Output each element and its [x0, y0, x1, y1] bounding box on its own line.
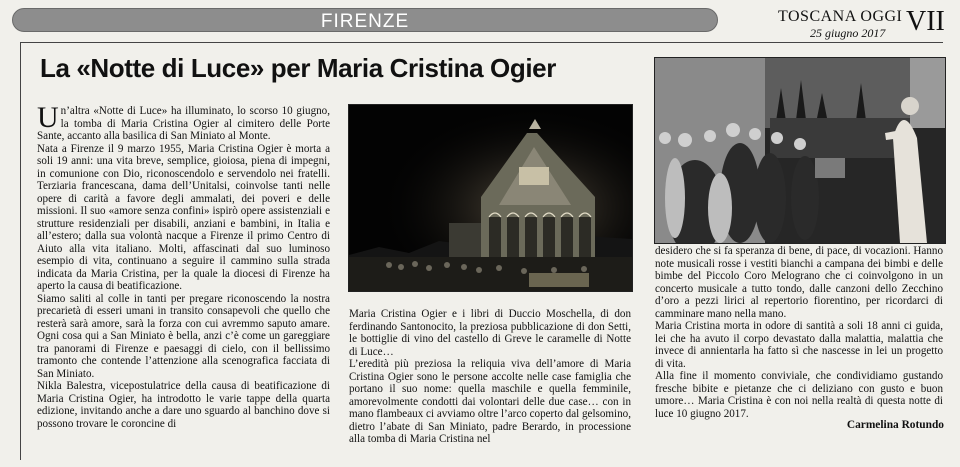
left-border-rule [20, 42, 21, 460]
page-number: VII [906, 6, 945, 37]
article-title: La «Notte di Luce» per Maria Cristina Ogier [40, 53, 556, 83]
issue-date: 25 giugno 2017 [810, 26, 886, 40]
article-column-3: desidero che si fa speranza di bene, di pace, di vocazioni. Hanno note musicali rosse i vestiti bianchi a campana dei bimbi e delle bimbe del Piccolo Coro Melograno che ci coinvolgono in un concerto musicale a tutto tondo, dalle canzoni dello Zecchino d’oro a pezzi lirici al repertorio fiorentino, per ricordarci di camminare mano nella mano. Maria Cristina morta in odore di santità a soli 18 anni ci guida, lei che ha avuto il corpo devastato dalla malattia, malattia che invece di annientarla ha fatto sì che nascesse in lei un progetto di vita. Alla fine il momento conviviale, che condividiamo gustando fresche bibite e pietanze che ci deliziano con gusto e buon umore… Maria Cristina è con noi nella realtà di questa notte di luce 10 giugno 2017. [655, 245, 943, 420]
author-signature: Carmelina Rotundo [846, 419, 944, 431]
article-column-1 [37, 101, 330, 430]
publication-name: TOSCANA OGGI [778, 8, 903, 25]
basilica-illustration [349, 105, 632, 291]
photo-basilica-night [348, 104, 633, 292]
photo-ceremony-crowd [654, 57, 946, 244]
article-column-2: Maria Cristina Ogier e i libri di Duccio Moschella, di don ferdinando Santonocito, la preziosa pubblicazione di don Setti, le bottiglie di vino del castello di Greve le caramelle di Notte di Luce… L’eredità più preziosa la reliquia viva dell’amore di Maria Cristina Ogier sono le persone accolte nelle case famiglia che portano il suo nome: quella maschile e quella femminile, amorevolmente condotti dai volontari delle due case… con in mano flambeaux ci avviamo oltre l’arco coperto dal gelsomino, dietro l’abate di San Miniato, padre Berardo, in processione alla tomba di Maria Cristina nel [349, 308, 631, 445]
drop-cap: U [37, 101, 59, 134]
column-1-text: n’altra «Notte di Luce» ha illuminato, lo scorso 10 giugno, la tomba di Maria Cristina Ogier al cimitero delle Porte Sante, accanto alla basilica di San Miniato al Monte. Nata a Firenze il 9 marzo 1955, Maria Cristina Ogier è morta a soli 19 anni: una vita breve, semplice, gioiosa, piena di impegni, in comunione con Dio, riconoscendolo e servendolo nei fratelli. Terziaria francescana, dama dell’Unitalsi, coinvolse tanti nelle opere di carità a favore degli ammalati, dei poveri e delle missioni. Il suo «amore senza confini» ispirò opere assistenziali e strutture residenziali per disabili, anziani e bambini, in Italia e all’estero; dalla sua volontà nacque a Firenze il primo Centro di Aiuto alla vita italiano. Molti, affascinati dal suo luminoso esempio di vita, continuano a seguire il cammino sulla strada indicata da Maria Cristina, per la quale la diocesi di Firenze ha aperto la causa di beatificazione. Siamo saliti al colle in tanti per pregare riconoscendo la nostra precarietà di esseri umani in transito consapevoli che quello che resterà sarà amore, sarà la forza con cui avremmo saputo amare. Ogni cosa qui a San Miniato è bella, anzi c’è come un gareggiare tra panorami di Firenze e paesaggi di cielo, con il bellissimo tramonto che contende l’attenzione alla scenografica facciata di San Miniato. Nikla Balestra, vicepostulatrice della causa di beatificazione di Maria Cristina Ogier, ha introdotto le varie tappe della quarta edizione, invitando anche a dare uno sguardo al banchino dove si possono trovare le coroncine di [37, 105, 330, 430]
section-banner [12, 8, 718, 32]
crowd-illustration [655, 58, 945, 243]
section-label: FIRENZE [320, 11, 410, 32]
header-rule [20, 42, 943, 43]
masthead [776, 6, 956, 40]
